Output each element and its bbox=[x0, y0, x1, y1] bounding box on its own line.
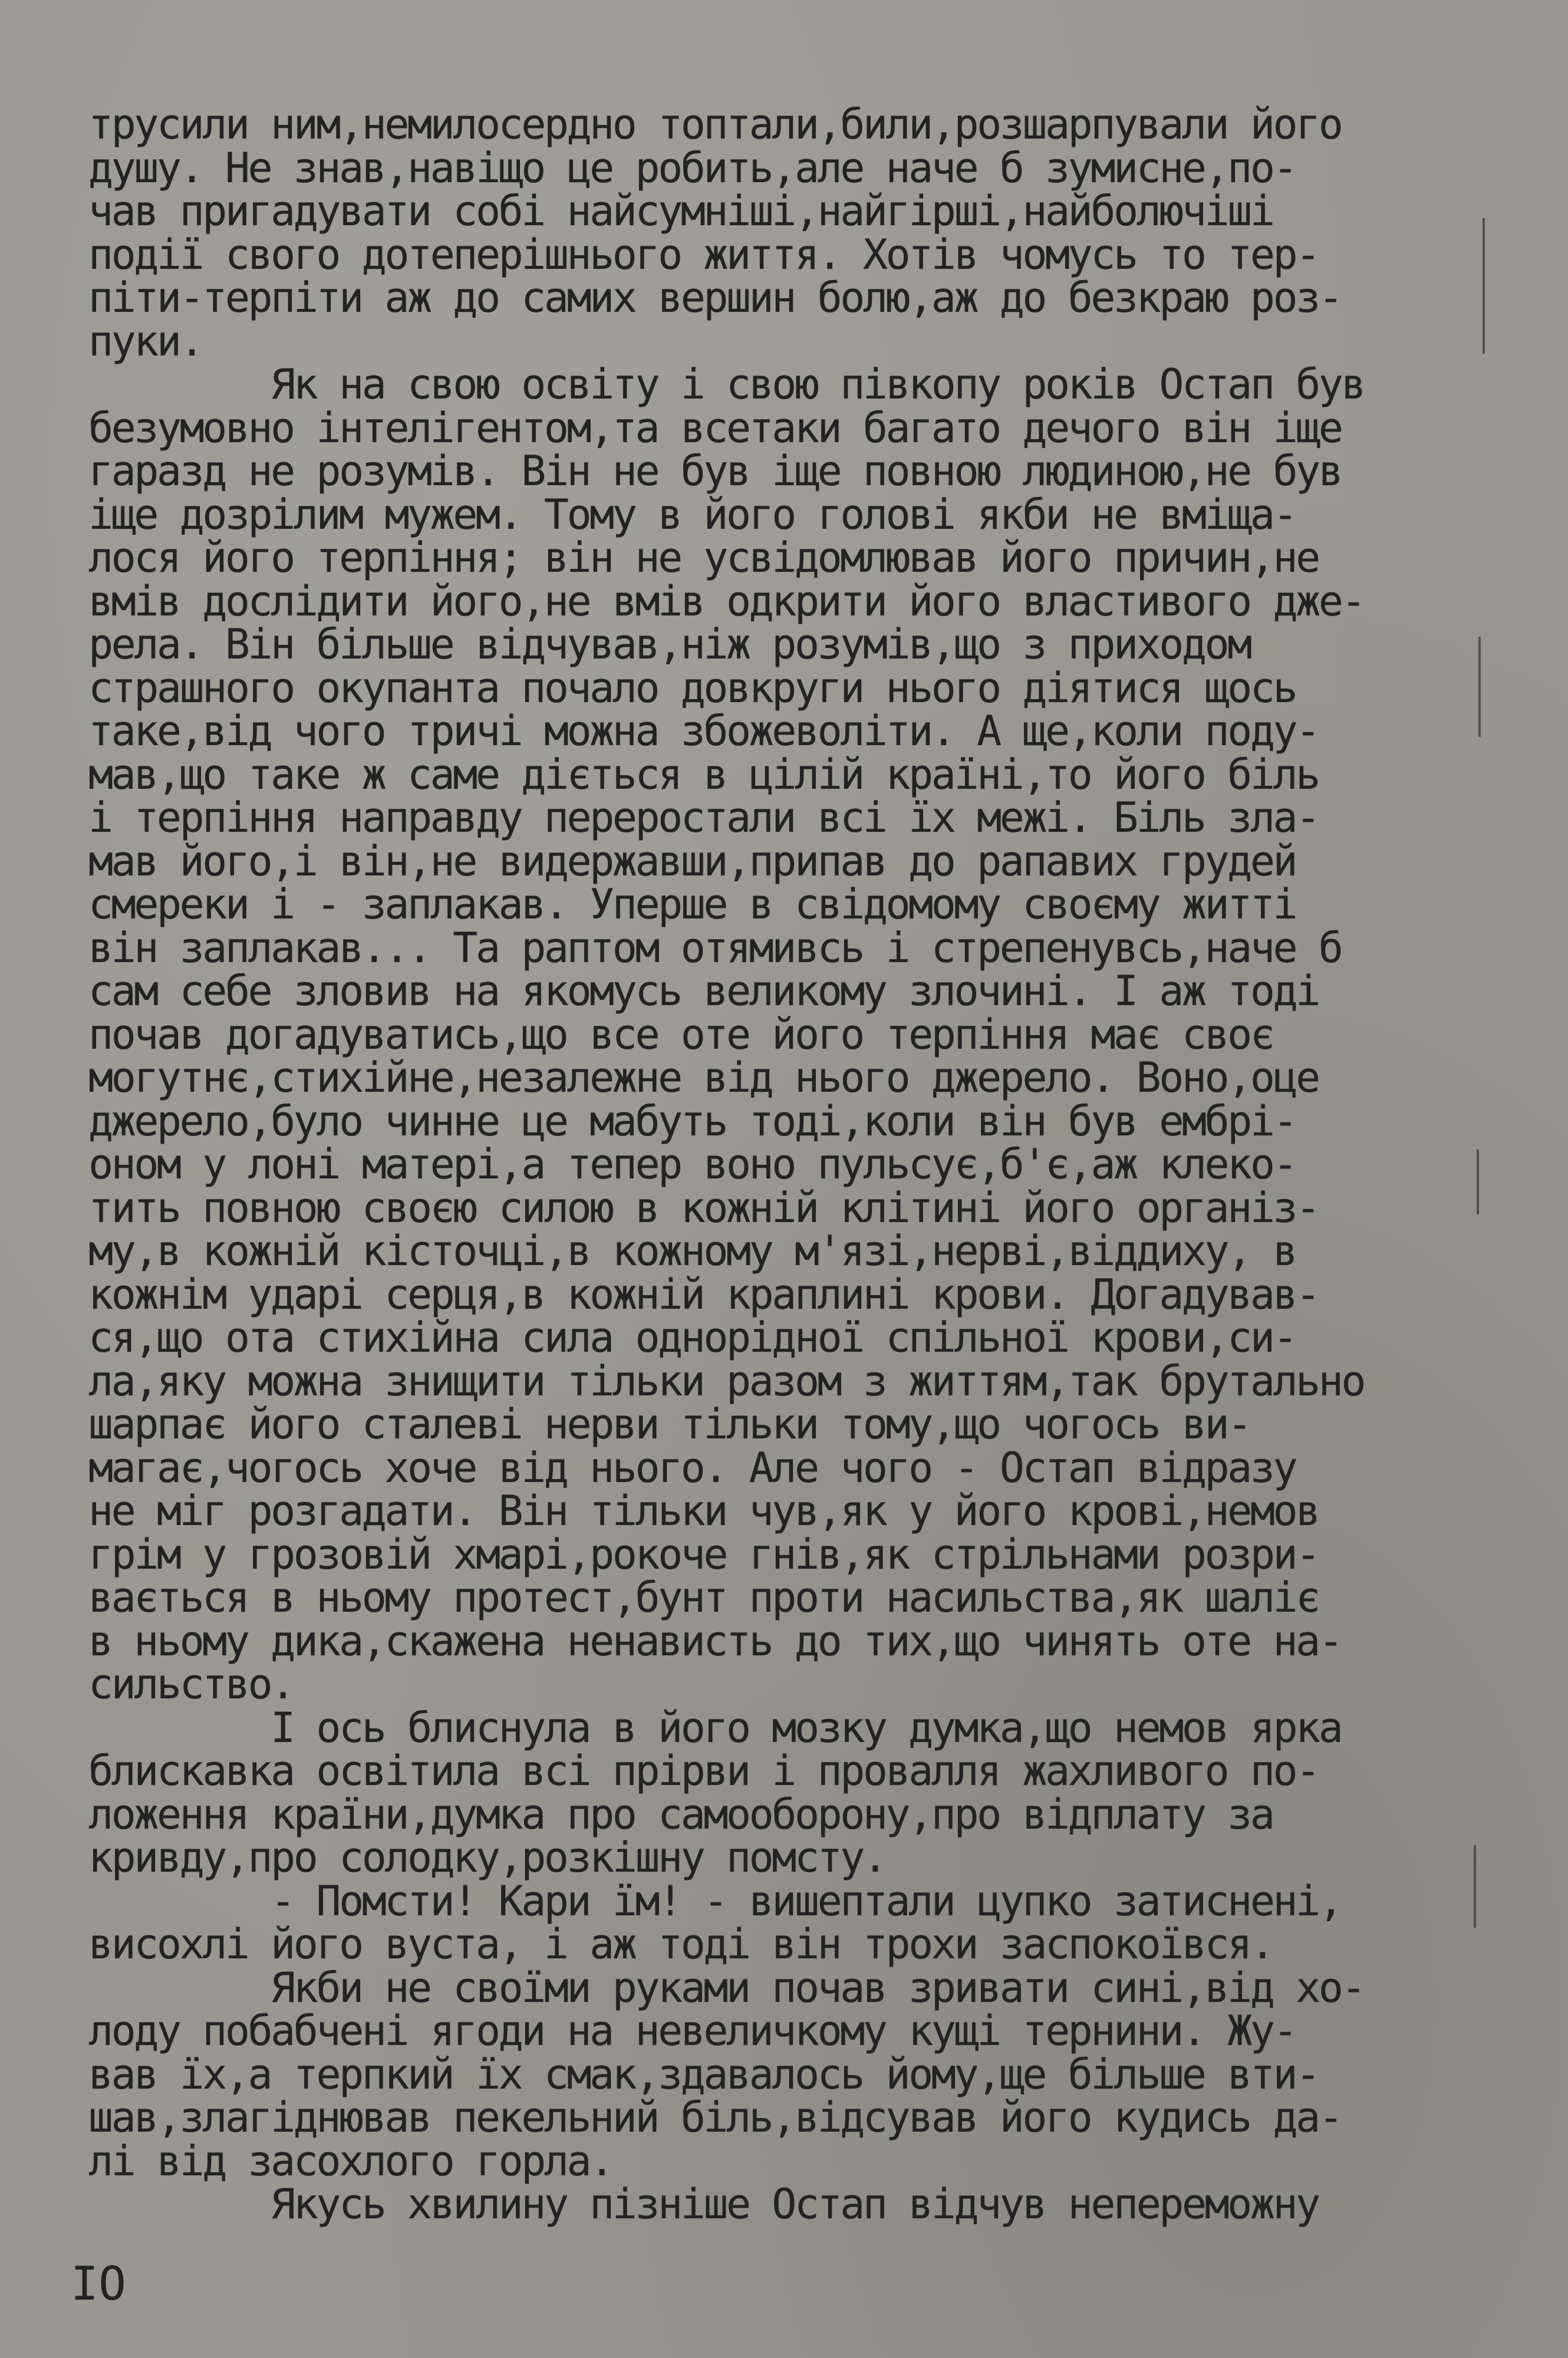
text-line: рела. Він більше відчував,ніж розумів,що з приходом bbox=[88, 620, 1250, 668]
text-line: піти-терпіти аж до самих вершин болю,аж до безкраю роз- bbox=[88, 274, 1342, 322]
text-line: він заплакав... Та раптом отямивсь і стрепенувсь,наче б bbox=[88, 923, 1342, 972]
text-line: шав,злагіднював пекельний біль,відсував його кудись да- bbox=[88, 2093, 1342, 2142]
text-line: лоду побабчені ягоди на невеличкому кущі тернини. Жу- bbox=[88, 2007, 1296, 2055]
text-line: вмів дослідити його,не вмів одкрити його властивого дже- bbox=[88, 577, 1365, 625]
text-line: гаразд не розумів. Він не був іще повною людиною,не був bbox=[88, 447, 1342, 495]
margin-mark bbox=[1474, 1845, 1476, 1928]
text-line: смереки і - заплакав. Уперше в свідомому своєму житті bbox=[88, 880, 1296, 928]
body-text bbox=[88, 100, 1503, 2228]
text-line: Як на свою освіту і свою півкопу років Остап був bbox=[88, 360, 1365, 409]
text-line: сам себе зловив на якомусь великому злочині. І аж тоді bbox=[88, 967, 1319, 1015]
text-line: страшного окупанта почало довкруги нього діятися щось bbox=[88, 663, 1296, 712]
text-line: лося його терпіння; він не усвідомлював його причин,не bbox=[88, 533, 1319, 582]
text-line: чав пригадувати собі найсумніші,найгірші,найболючіші bbox=[88, 187, 1273, 235]
text-line: Якби не своїми руками почав зривати сині,від хо- bbox=[88, 1963, 1365, 2012]
text-line: оном у лоні матері,а тепер воно пульсує,б'є,аж клеко- bbox=[88, 1140, 1296, 1188]
text-line: тить повною своєю силою в кожній клітині його організ- bbox=[88, 1183, 1319, 1232]
text-line: магає,чогось хоче від нього. Але чого - Остап відразу bbox=[88, 1443, 1296, 1492]
text-line: вається в ньому протест,бунт проти насильства,як шаліє bbox=[88, 1573, 1319, 1622]
text-line: ла,яку можна знищити тільки разом з життям,так брутально bbox=[88, 1356, 1365, 1405]
text-line: події свого дотеперішнього життя. Хотів чомусь то тер- bbox=[88, 230, 1319, 279]
text-line: вав їх,а терпкий їх смак,здавалось йому,ще більше вти- bbox=[88, 2050, 1319, 2099]
text-line: пуки. bbox=[88, 317, 203, 365]
page-number: IO bbox=[71, 2258, 126, 2311]
text-line: кожнім ударі серця,в кожній краплині крови. Догадував- bbox=[88, 1270, 1319, 1319]
text-line: джерело,було чинне це мабуть тоді,коли він був ембрі- bbox=[88, 1096, 1296, 1145]
text-line: не міг розгадати. Він тільки чув,як у його крові,немов bbox=[88, 1487, 1319, 1535]
text-line: грім у грозовій хмарі,рокоче гнів,як стрільнами розри- bbox=[88, 1530, 1319, 1579]
text-line: сильство. bbox=[88, 1660, 294, 1708]
text-line: і терпіння направду переростали всі їх межі. Біль зла- bbox=[88, 793, 1319, 842]
text-line: почав догадуватись,що все оте його терпіння має своє bbox=[88, 1010, 1273, 1059]
margin-mark bbox=[1483, 218, 1485, 354]
margin-mark bbox=[1477, 1150, 1479, 1214]
text-line: ся,що ота стихійна сила однорідної спільної крови,си- bbox=[88, 1313, 1296, 1362]
text-line: іще дозрілим мужем. Тому в його голові якби не вміща- bbox=[88, 490, 1296, 539]
text-line: лі від засохлого горла. bbox=[88, 2136, 612, 2185]
text-line: мав,що таке ж саме діється в цілій країні,то його біль bbox=[88, 750, 1319, 799]
text-line: му,в кожній кісточці,в кожному м'язі,нерві,віддиху, в bbox=[88, 1227, 1296, 1275]
text-line: І ось блиснула в його мозку думка,що немов ярка bbox=[88, 1703, 1342, 1752]
text-line: мав його,і він,не видержавши,припав до рапавих грудей bbox=[88, 837, 1296, 885]
text-line: Якусь хвилину пізніше Остап відчув непереможну bbox=[88, 2180, 1319, 2228]
text-line: кривду,про солодку,розкішну помсту. bbox=[88, 1833, 886, 1882]
text-line: в ньому дика,скажена ненависть до тих,що чинять оте на- bbox=[88, 1616, 1342, 1665]
text-line: висохлі його вуста, і аж тоді він трохи заспокоївся. bbox=[88, 1920, 1273, 1968]
margin-mark bbox=[1478, 637, 1481, 737]
text-line: безумовно інтелігентом,та всетаки багато дечого він іще bbox=[88, 403, 1342, 452]
text-line: шарпає його сталеві нерви тільки тому,що чогось ви- bbox=[88, 1400, 1250, 1448]
text-line: могутнє,стихійне,незалежне від нього джерело. Воно,оце bbox=[88, 1053, 1319, 1102]
text-line: блискавка освітила всі прірви і провалля жахливого по- bbox=[88, 1747, 1319, 1795]
text-line: душу. Не знав,навіщо це робить,але наче б зумисне,по- bbox=[88, 143, 1296, 192]
text-line: ложення країни,думка про самооборону,про відплату за bbox=[88, 1790, 1273, 1839]
text-line: таке,від чого тричі можна збожеволіти. А ще,коли поду- bbox=[88, 707, 1319, 755]
text-line: - Помсти! Кари їм! - вишептали цупко затиснені, bbox=[88, 1876, 1342, 1925]
text-line: трусили ним,немилосердно топтали,били,розшарпували його bbox=[88, 100, 1342, 149]
